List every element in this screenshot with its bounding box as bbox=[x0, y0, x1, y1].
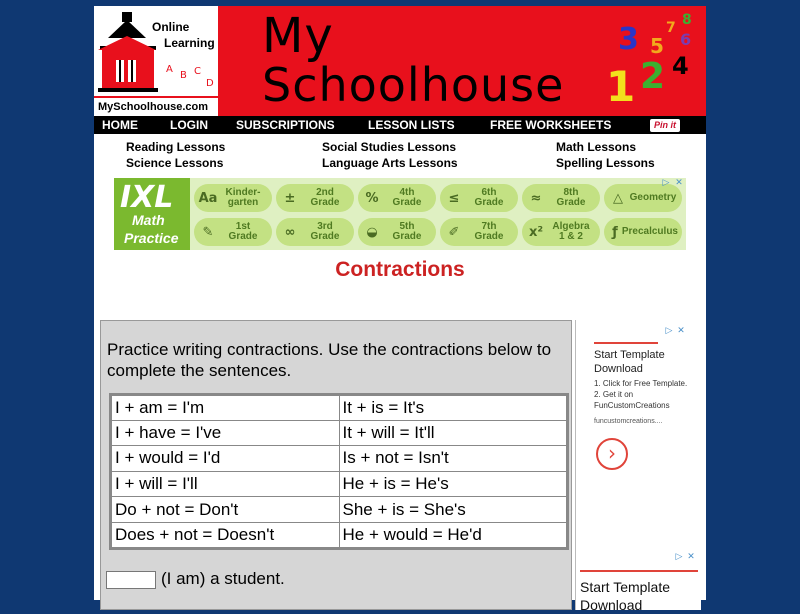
decor-number-2: 2 bbox=[640, 56, 666, 97]
table-row bbox=[111, 497, 568, 523]
ixl-logo-text: IXL bbox=[120, 180, 174, 215]
ixl-banner-ad[interactable] bbox=[114, 178, 686, 250]
ixl-logo[interactable] bbox=[114, 178, 190, 250]
logo-letter-c: C bbox=[194, 66, 201, 77]
table-cell: It + is = It's bbox=[339, 395, 568, 421]
ad-divider bbox=[594, 342, 658, 344]
table-cell: He + would = He'd bbox=[339, 522, 568, 548]
table-cell: I + will = I'll bbox=[111, 471, 340, 497]
infinity-icon: ∞ bbox=[284, 224, 296, 240]
brand-title-schoolhouse: Schoolhouse bbox=[262, 58, 565, 112]
decor-number-5: 5 bbox=[650, 34, 664, 58]
ad-description[interactable]: 1. Click for Free Template. 2. Get it on FunCustomCreations bbox=[594, 379, 688, 410]
ad-title[interactable]: Start Template Download bbox=[594, 349, 665, 375]
chevron-right-icon[interactable]: › bbox=[596, 438, 628, 470]
exercise-sentence: (I am) a student. bbox=[161, 569, 285, 588]
decor-number-3: 3 bbox=[618, 22, 639, 57]
table-cell: Do + not = Don't bbox=[111, 497, 340, 523]
link-math-lessons[interactable]: Math Lessons bbox=[556, 140, 637, 154]
ixl-logo-practice: Practice bbox=[124, 230, 179, 246]
table-cell: I + am = I'm bbox=[111, 395, 340, 421]
grade-3rd-button[interactable]: ∞ 3rd Grade bbox=[276, 218, 354, 246]
ad-close-icon[interactable]: ✕ bbox=[675, 178, 683, 188]
scale-icon: ◒ bbox=[366, 224, 378, 240]
pencil-icon: ✐ bbox=[448, 224, 460, 240]
instructions-text: Practice writing contractions. Use the contractions below to complete the sentences. bbox=[107, 340, 552, 380]
table-row bbox=[111, 420, 568, 446]
table-row bbox=[111, 471, 568, 497]
table-cell: He + is = He's bbox=[339, 471, 568, 497]
ad-divider bbox=[580, 570, 698, 572]
letters-icon: Aa bbox=[198, 190, 218, 206]
decor-number-7: 7 bbox=[666, 20, 676, 36]
link-science-lessons[interactable]: Science Lessons bbox=[126, 156, 224, 170]
main-nav bbox=[94, 116, 706, 134]
pencil-cup-icon: ✎ bbox=[202, 224, 214, 240]
grade-7th-button[interactable]: ✐ 7th Grade bbox=[440, 218, 518, 246]
ixl-logo-math: Math bbox=[132, 212, 165, 228]
adchoices-icon[interactable]: ▷ bbox=[665, 326, 673, 336]
logo-letter-a: A bbox=[166, 64, 173, 75]
link-social-studies-lessons[interactable]: Social Studies Lessons bbox=[322, 140, 457, 154]
grade-2nd-button[interactable]: ± 2nd Grade bbox=[276, 184, 354, 212]
less-equal-icon: ≤ bbox=[448, 190, 460, 206]
approx-icon: ≈ bbox=[530, 190, 542, 206]
nav-free-worksheets[interactable]: FREE WORKSHEETS bbox=[490, 118, 612, 132]
logo-url: MySchoolhouse.com bbox=[98, 101, 209, 113]
ad-domain[interactable]: funcustomcreations.... bbox=[594, 418, 663, 425]
ad-close-icon[interactable]: ✕ bbox=[677, 326, 685, 336]
adchoices-icon[interactable]: ▷ bbox=[675, 552, 683, 562]
ad-title[interactable]: Start Template Download bbox=[580, 579, 671, 613]
precalculus-button[interactable]: ƒ Precalculus bbox=[604, 218, 682, 246]
logo-text-online: Online bbox=[152, 20, 190, 34]
grade-8th-button[interactable]: ≈ 8th Grade bbox=[522, 184, 600, 212]
x-squared-icon: x² bbox=[528, 224, 544, 240]
table-row bbox=[111, 395, 568, 421]
logo-letter-d: D bbox=[206, 78, 214, 89]
logo-letter-b: B bbox=[180, 70, 187, 81]
nav-login[interactable]: LOGIN bbox=[170, 118, 208, 132]
table-row bbox=[111, 522, 568, 548]
link-language-arts-lessons[interactable]: Language Arts Lessons bbox=[322, 156, 458, 170]
plus-minus-icon: ± bbox=[284, 190, 296, 206]
site-header bbox=[94, 6, 706, 116]
nav-lesson-lists[interactable]: LESSON LISTS bbox=[368, 118, 455, 132]
nav-subscriptions[interactable]: SUBSCRIPTIONS bbox=[236, 118, 335, 132]
grade-kindergarten-button[interactable]: Aa Kinder- garten bbox=[194, 184, 272, 212]
grade-4th-button[interactable]: % 4th Grade bbox=[358, 184, 436, 212]
triangle-icon: △ bbox=[613, 190, 623, 206]
page-title: Contractions bbox=[335, 258, 465, 281]
grade-6th-button[interactable]: ≤ 6th Grade bbox=[440, 184, 518, 212]
answer-input[interactable] bbox=[106, 571, 156, 589]
algebra-button[interactable]: x² Algebra 1 & 2 bbox=[522, 218, 600, 246]
link-reading-lessons[interactable]: Reading Lessons bbox=[126, 140, 226, 154]
decor-number-6: 6 bbox=[680, 30, 692, 49]
link-spelling-lessons[interactable]: Spelling Lessons bbox=[556, 156, 655, 170]
logo-url-bar bbox=[94, 96, 218, 116]
geometry-button[interactable]: △ Geometry bbox=[604, 184, 682, 212]
brand-title-my: My bbox=[262, 8, 334, 64]
ad-close-icon[interactable]: ✕ bbox=[687, 552, 695, 562]
contractions-table bbox=[109, 393, 569, 550]
table-cell: I + would = I'd bbox=[111, 446, 340, 472]
table-cell: I + have = I've bbox=[111, 420, 340, 446]
table-cell: She + is = She's bbox=[339, 497, 568, 523]
table-cell: Is + not = Isn't bbox=[339, 446, 568, 472]
adchoices-icon[interactable]: ▷ bbox=[662, 178, 670, 188]
decor-number-4: 4 bbox=[672, 52, 689, 80]
sidebar-ads bbox=[575, 320, 701, 613]
worksheet-panel bbox=[100, 320, 572, 610]
logo-text-learning: Learning bbox=[164, 36, 215, 50]
grade-5th-button[interactable]: ◒ 5th Grade bbox=[358, 218, 436, 246]
schoolhouse-icon bbox=[98, 10, 158, 94]
percent-icon: % bbox=[365, 190, 379, 206]
decor-number-1: 1 bbox=[606, 62, 636, 111]
table-cell: It + will = It'll bbox=[339, 420, 568, 446]
pinit-button[interactable]: Pin it bbox=[650, 119, 680, 132]
function-icon: ƒ bbox=[612, 224, 618, 240]
grade-1st-button[interactable]: ✎ 1st Grade bbox=[194, 218, 272, 246]
table-row bbox=[111, 446, 568, 472]
nav-home[interactable]: HOME bbox=[102, 118, 138, 132]
decor-number-8: 8 bbox=[682, 12, 692, 28]
site-logo[interactable] bbox=[94, 6, 218, 116]
page-container bbox=[94, 6, 706, 613]
table-cell: Does + not = Doesn't bbox=[111, 522, 340, 548]
